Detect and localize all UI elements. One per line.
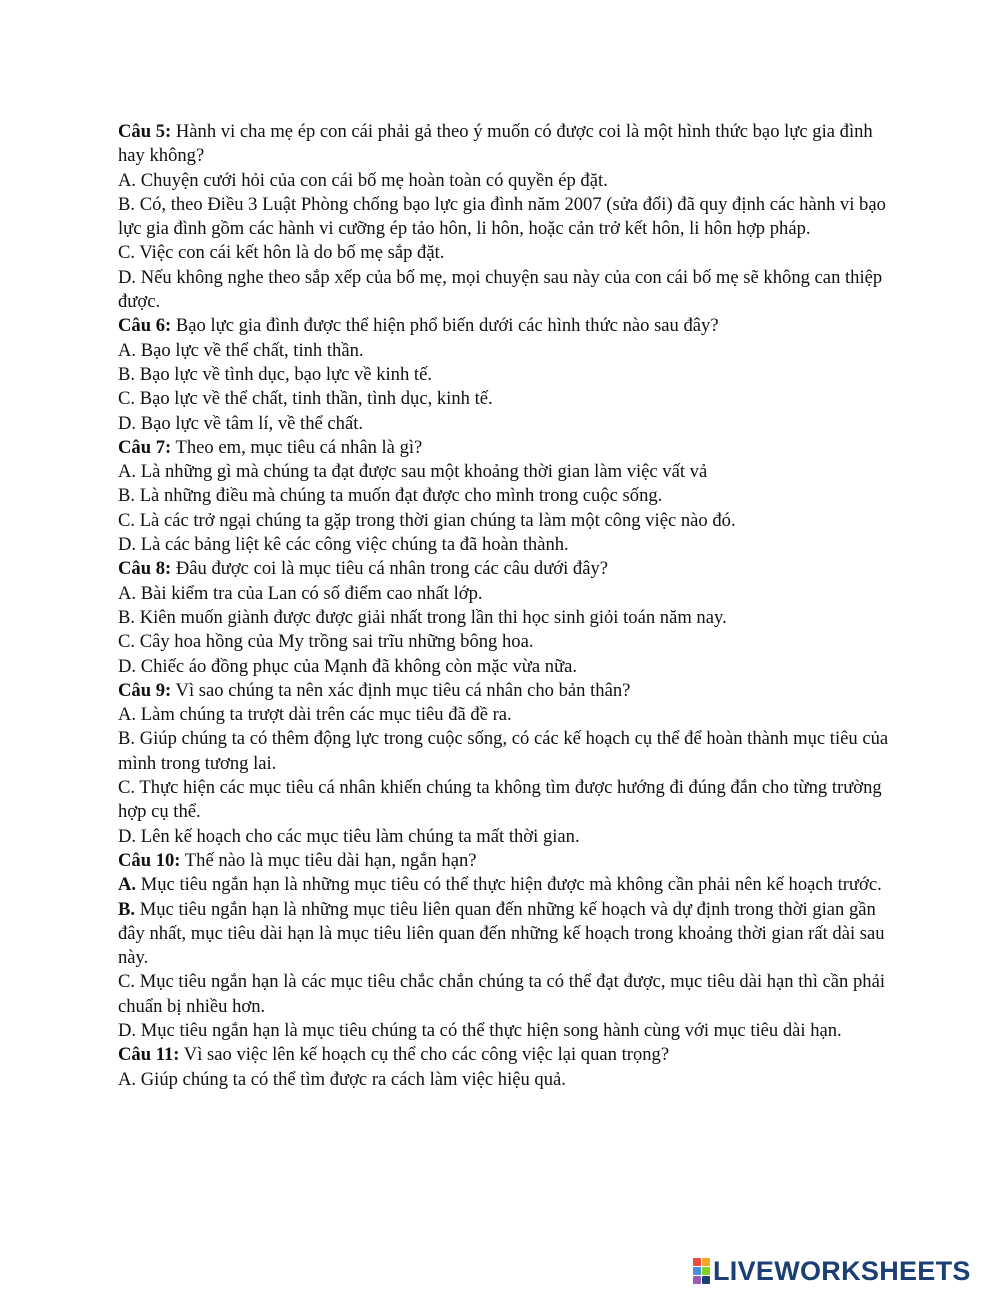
question-text: Bạo lực gia đình được thể hiện phổ biến dưới các hình thức nào sau đây?: [171, 315, 719, 337]
question-number: Câu 11:: [118, 1044, 180, 1066]
answer-option: [118, 825, 890, 849]
answer-option-text: A. Bài kiểm tra của Lan có số điểm cao nhất lớp.: [118, 582, 483, 604]
question-text: Vì sao việc lên kế hoạch cụ thể cho các công việc lại quan trọng?: [179, 1044, 670, 1066]
question-number: Câu 9:: [118, 679, 172, 701]
answer-option: [118, 533, 890, 557]
answer-option: [118, 606, 890, 630]
answer-option-text: A. Bạo lực về thể chất, tinh thần.: [118, 339, 364, 361]
answer-option: [118, 655, 890, 679]
answer-option-text: B. Là những điều mà chúng ta muốn đạt được cho mình trong cuộc sống.: [118, 485, 663, 507]
answer-option-text: C. Cây hoa hồng của My trồng sai trĩu những bông hoa.: [118, 631, 534, 653]
answer-option-text: D. Bạo lực về tâm lí, về thể chất.: [118, 412, 364, 434]
question-number: Câu 7:: [118, 436, 172, 458]
answer-option-text: C. Việc con cái kết hôn là do bố mẹ sắp đặt.: [118, 242, 445, 264]
answer-option-text: D. Mục tiêu ngắn hạn là mục tiêu chúng ta có thể thực hiện song hành cùng với mục tiêu dài hạn.: [118, 1019, 842, 1041]
question-stem: [118, 436, 890, 460]
answer-option-text: B. Có, theo Điều 3 Luật Phòng chống bạo lực gia đình năm 2007 (sửa đổi) đã quy định các hành vi bạo lực gia đình gồm các hành vi cưỡng ép tảo hôn, li hôn, hoặc cản trở kết hôn, li hôn hợp pháp.: [118, 193, 886, 240]
answer-option-text: C. Mục tiêu ngắn hạn là các mục tiêu chắc chắn chúng ta có thể đạt được, mục tiêu dài hạn thì cần phải chuẩn bị nhiều hơn.: [118, 971, 885, 1017]
answer-option: [118, 241, 890, 265]
question-number: Câu 10:: [118, 849, 181, 871]
question-stem: [118, 557, 890, 581]
answer-option-text: A. Là những gì mà chúng ta đạt được sau một khoảng thời gian làm việc vất vả: [118, 461, 708, 483]
answer-option-text: A. Giúp chúng ta có thể tìm được ra cách làm việc hiệu quả.: [118, 1068, 566, 1090]
worksheet-text: [118, 120, 890, 1092]
question-stem: [118, 679, 890, 703]
question-stem: [118, 1043, 890, 1067]
answer-option: [118, 970, 890, 1019]
question-text: Thế nào là mục tiêu dài hạn, ngắn hạn?: [180, 849, 477, 871]
answer-option: [118, 387, 890, 411]
liveworksheets-logo-icon: [693, 1258, 710, 1284]
question-stem: [118, 120, 890, 169]
answer-option-text: B. Kiên muốn giành được được giải nhất trong lần thi học sinh giỏi toán năm nay.: [118, 606, 727, 628]
answer-option: [118, 898, 890, 971]
answer-option: [118, 339, 890, 363]
answer-option: [118, 776, 890, 825]
liveworksheets-wordmark: LIVEWORKSHEETS: [713, 1255, 971, 1286]
answer-option: [118, 484, 890, 508]
question-text: Theo em, mục tiêu cá nhân là gì?: [171, 436, 423, 458]
answer-option-text: D. Chiếc áo đồng phục của Mạnh đã không còn mặc vừa nữa.: [118, 655, 578, 677]
answer-option-text: D. Là các bảng liệt kê các công việc chúng ta đã hoàn thành.: [118, 534, 569, 556]
answer-option: [118, 363, 890, 387]
answer-option: [118, 873, 890, 897]
answer-option-letter: A.: [118, 874, 137, 896]
logo-square: [702, 1258, 710, 1266]
logo-square: [693, 1276, 701, 1284]
answer-option-text: D. Lên kế hoạch cho các mục tiêu làm chúng ta mất thời gian.: [118, 825, 580, 847]
answer-option: [118, 266, 890, 315]
logo-square: [702, 1267, 710, 1275]
answer-option-letter: B.: [118, 898, 136, 920]
answer-option-text: A. Chuyện cưới hỏi của con cái bố mẹ hoàn toàn có quyền ép đặt.: [118, 169, 608, 191]
question-number: Câu 5:: [118, 121, 172, 142]
logo-square: [693, 1258, 701, 1266]
question-number: Câu 8:: [118, 558, 172, 580]
answer-option-text: B. Giúp chúng ta có thêm động lực trong cuộc sống, có các kế hoạch cụ thể để hoàn thành mục tiêu của mình trong tương lai.: [118, 728, 889, 774]
answer-option-text: Mục tiêu ngắn hạn là những mục tiêu liên quan đến những kế hoạch và dự định trong thời gian gần đây nhất, mục tiêu dài hạn là mục tiêu liên quan đến những kế hoạch trong khoảng thời gian rất dài sau này.: [118, 898, 885, 969]
answer-option: [118, 727, 890, 776]
question-stem: [118, 849, 890, 873]
answer-option-text: B. Bạo lực về tình dục, bạo lực về kinh tế.: [118, 363, 432, 385]
answer-option: [118, 169, 890, 193]
answer-option: [118, 582, 890, 606]
answer-option: [118, 630, 890, 654]
answer-option-text: D. Nếu không nghe theo sắp xếp của bố mẹ, mọi chuyện sau này của con cái bố mẹ sẽ không can thiệp được.: [118, 266, 883, 313]
answer-option: [118, 193, 890, 242]
logo-square: [702, 1276, 710, 1284]
answer-option-text: Mục tiêu ngắn hạn là những mục tiêu có thể thực hiện được mà không cần phải nên kế hoạch trước.: [136, 874, 882, 896]
answer-option: [118, 509, 890, 533]
question-text: Hành vi cha mẹ ép con cái phải gả theo ý muốn có được coi là một hình thức bạo lực gia đình hay không?: [118, 121, 873, 167]
answer-option: [118, 412, 890, 436]
answer-option: [118, 460, 890, 484]
logo-square: [693, 1267, 701, 1275]
answer-option-text: C. Là các trở ngại chúng ta gặp trong thời gian chúng ta làm một công việc nào đó.: [118, 509, 736, 531]
question-text: Đâu được coi là mục tiêu cá nhân trong các câu dưới đây?: [171, 558, 609, 580]
question-number: Câu 6:: [118, 315, 172, 337]
question-text: Vì sao chúng ta nên xác định mục tiêu cá nhân cho bản thân?: [171, 679, 631, 701]
answer-option: [118, 1068, 890, 1092]
answer-option-text: A. Làm chúng ta trượt dài trên các mục tiêu đã đề ra.: [118, 704, 512, 726]
answer-option: [118, 1019, 890, 1043]
answer-option: [118, 703, 890, 727]
answer-option-text: C. Bạo lực về thể chất, tinh thần, tình dục, kinh tế.: [118, 388, 493, 410]
liveworksheets-logo: [693, 1256, 971, 1286]
question-stem: [118, 314, 890, 338]
answer-option-text: C. Thực hiện các mục tiêu cá nhân khiến chúng ta không tìm được hướng đi đúng đắn cho từng trường hợp cụ thể.: [118, 777, 882, 823]
